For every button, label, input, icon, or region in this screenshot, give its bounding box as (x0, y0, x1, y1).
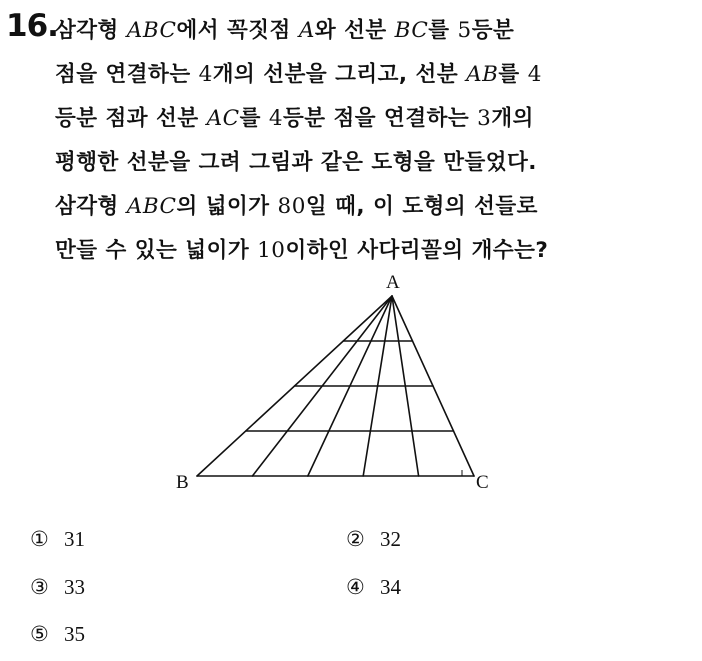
math-symbol: ABC (126, 18, 177, 43)
text-segment: 의 넓이가 (176, 194, 278, 219)
number: 10 (257, 238, 286, 263)
math-symbol: A (298, 18, 315, 43)
math-symbol: AB (466, 62, 499, 87)
number: 4 (527, 62, 542, 87)
number: 80 (277, 194, 306, 219)
text-segment: 를 (239, 106, 269, 131)
choice-2[interactable] (346, 527, 401, 552)
vertex-label-c: C (476, 472, 489, 493)
text-segment: 와 선분 (314, 18, 395, 43)
choice-value: 33 (64, 575, 85, 599)
text-segment: 개의 (491, 106, 534, 131)
vertex-label-b: B (176, 472, 189, 493)
text-segment: 평행한 선분을 그려 그림과 같은 도형을 만들었다. (55, 150, 537, 175)
choice-value: 34 (380, 575, 401, 599)
choice-1[interactable] (30, 527, 85, 552)
choice-mark: ④ (346, 575, 365, 599)
text-segment: 를 (498, 62, 528, 87)
question-number: 16. (6, 8, 58, 44)
choice-mark: ③ (30, 575, 49, 599)
text-segment: 삼각형 (55, 18, 127, 43)
choice-value: 31 (64, 527, 85, 551)
number: 4 (198, 62, 213, 87)
text-segment: 등분 점과 선분 (55, 106, 207, 131)
text-segment: 이하인 사다리꼴의 개수는? (285, 238, 549, 263)
math-symbol: ABC (126, 194, 177, 219)
text-segment: 에서 꼭짓점 (176, 18, 299, 43)
text-segment: 등분 (471, 18, 515, 43)
text-segment: 를 (428, 18, 458, 43)
text-segment: 일 때, 이 도형의 선들로 (305, 194, 538, 219)
choice-4[interactable] (346, 575, 401, 600)
choice-value: 35 (64, 622, 85, 646)
choice-mark: ② (346, 527, 365, 551)
choice-mark: ⑤ (30, 622, 49, 646)
choice-3[interactable] (30, 575, 85, 600)
choice-mark: ① (30, 527, 49, 551)
text-segment: 개의 선분을 그리고, 선분 (212, 62, 467, 87)
text-segment: 점을 연결하는 (55, 62, 199, 87)
text-segment: 삼각형 (55, 194, 127, 219)
text-segment: 만들 수 있는 넓이가 (55, 238, 258, 263)
math-symbol: AC (206, 106, 240, 131)
number: 4 (268, 106, 284, 131)
text-segment: 등분 점을 연결하는 (283, 106, 478, 131)
choice-value: 32 (380, 527, 401, 551)
right-angle-mark (462, 470, 468, 476)
vertex-label-a: A (386, 272, 400, 293)
math-symbol: BC (394, 18, 429, 43)
number: 3 (477, 106, 492, 131)
number: 5 (457, 18, 472, 43)
choice-5[interactable] (30, 622, 85, 647)
